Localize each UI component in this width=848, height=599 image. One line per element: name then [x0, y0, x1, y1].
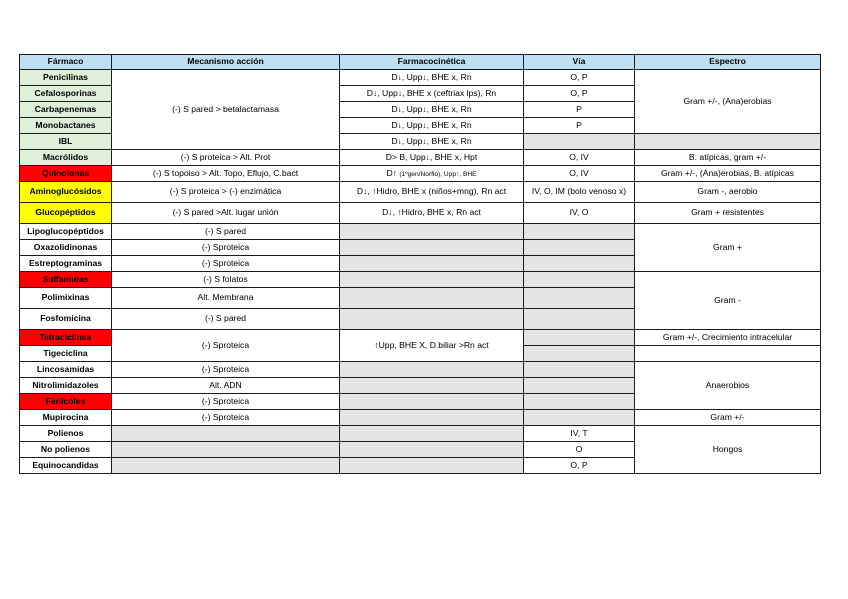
drug-cell: Macrólidos — [20, 150, 112, 166]
header-cell: Mecanismo acción — [112, 55, 340, 70]
empty-cell — [524, 330, 635, 346]
drug-cell: Mupirocina — [20, 410, 112, 426]
empty-cell — [635, 134, 821, 150]
pk-cell: D↓, Upp↓, BHE x, Rn — [340, 134, 524, 150]
route-cell: O, IV — [524, 150, 635, 166]
mechanism-cell: Alt. Membrana — [112, 288, 340, 309]
spectrum-cell: Anaerobios — [635, 362, 821, 410]
mechanism-cell: (-) S proteica > (-) enzimática — [112, 182, 340, 203]
drug-cell: Polienos — [20, 426, 112, 442]
empty-cell — [524, 346, 635, 362]
empty-cell — [524, 288, 635, 309]
empty-cell — [340, 458, 524, 474]
spectrum-cell: Hongos — [635, 426, 821, 474]
route-cell: O — [524, 442, 635, 458]
empty-cell — [524, 394, 635, 410]
route-cell: O, P — [524, 458, 635, 474]
spectrum-cell: B. atípicas, gram +/- — [635, 150, 821, 166]
route-cell: IV, T — [524, 426, 635, 442]
pk-cell: D> B, Upp↓, BHE x, Hpt — [340, 150, 524, 166]
drug-cell: Carbapenemas — [20, 102, 112, 118]
route-cell: O, IV — [524, 166, 635, 182]
mechanism-cell: (-) Sproteica — [112, 394, 340, 410]
empty-cell — [524, 309, 635, 330]
mechanism-cell: (-) S proteica > Alt. Prot — [112, 150, 340, 166]
spectrum-cell: Gram + resistentes — [635, 203, 821, 224]
drug-cell: Oxazolidinonas — [20, 240, 112, 256]
empty-cell — [340, 410, 524, 426]
drug-cell: Cefalosporinas — [20, 86, 112, 102]
pk-cell: D↓, Upp↓, BHE x (ceftriax lps), Rn — [340, 86, 524, 102]
spectrum-cell: Gram +/-, (Ana)erobias — [635, 70, 821, 134]
drug-cell: Polimixinas — [20, 288, 112, 309]
pk-cell: D↓, Upp↓, BHE x, Rn — [340, 102, 524, 118]
table-row — [20, 272, 821, 288]
pk-cell: ↑Upp, BHE X, D.biliar >Rn act — [340, 330, 524, 362]
mechanism-cell: (-) Sproteica — [112, 362, 340, 378]
empty-cell — [524, 256, 635, 272]
table-row — [20, 362, 821, 378]
header-cell: Fármaco — [20, 55, 112, 70]
drug-cell: Lipoglucopéptidos — [20, 224, 112, 240]
spectrum-cell: Gram +/-, Crecimiento intracelular — [635, 330, 821, 346]
header-cell: Espectro — [635, 55, 821, 70]
empty-cell — [340, 224, 524, 240]
empty-cell — [112, 426, 340, 442]
empty-cell — [524, 272, 635, 288]
drug-cell: Lincosamidas — [20, 362, 112, 378]
drug-cell: Fenicoles — [20, 394, 112, 410]
table-row — [20, 410, 821, 426]
mechanism-cell: (-) S folatos — [112, 272, 340, 288]
spectrum-cell: Gram + — [635, 224, 821, 272]
drug-cell: IBL — [20, 134, 112, 150]
drug-cell: Aminoglucósidos — [20, 182, 112, 203]
mechanism-cell: (-) S pared >Alt. lugar unión — [112, 203, 340, 224]
table-row — [20, 224, 821, 240]
empty-cell — [524, 240, 635, 256]
empty-cell — [524, 134, 635, 150]
empty-cell — [524, 410, 635, 426]
drug-cell: Monobactanes — [20, 118, 112, 134]
drug-cell: Nitrolimidazoles — [20, 378, 112, 394]
empty-cell — [112, 442, 340, 458]
drug-cell: Quinolonas — [20, 166, 112, 182]
empty-cell — [340, 272, 524, 288]
mechanism-cell: (-) Sproteica — [112, 240, 340, 256]
mechanism-cell: (-) Sproteica — [112, 256, 340, 272]
empty-cell — [340, 394, 524, 410]
table-row — [20, 426, 821, 442]
spectrum-cell: Gram -, aerobio — [635, 182, 821, 203]
mechanism-cell: (-) Sproteica — [112, 410, 340, 426]
empty-cell — [340, 256, 524, 272]
pk-main-text: D↑ — [386, 167, 397, 178]
mechanism-cell: (-) S pared — [112, 309, 340, 330]
drug-cell: Tigeciclina — [20, 346, 112, 362]
spectrum-cell: Gram +/- — [635, 410, 821, 426]
table-row — [20, 330, 821, 346]
empty-cell — [112, 458, 340, 474]
table-row — [20, 70, 821, 86]
empty-cell — [524, 378, 635, 394]
pk-cell: D↓, Upp↓, BHE x, Rn — [340, 70, 524, 86]
route-cell: IV, O — [524, 203, 635, 224]
mechanism-cell: (-) S topoiso > Alt. Topo, Eflujo, C.bact — [112, 166, 340, 182]
mechanism-cell: (-) S pared — [112, 224, 340, 240]
mechanism-cell: Alt. ADN — [112, 378, 340, 394]
route-cell: O, P — [524, 70, 635, 86]
empty-cell — [340, 309, 524, 330]
drug-cell: Penicilinas — [20, 70, 112, 86]
header-cell: Vía — [524, 55, 635, 70]
empty-cell — [524, 224, 635, 240]
table-row — [20, 182, 821, 203]
route-cell: O, P — [524, 86, 635, 102]
table-row — [20, 150, 821, 166]
mechanism-cell: (-) S pared > betalactamasa — [112, 70, 340, 150]
drug-cell: Fosfomicina — [20, 309, 112, 330]
drug-cell: Equinocandidas — [20, 458, 112, 474]
route-cell: IV, O, IM (bolo venoso x) — [524, 182, 635, 203]
route-cell: P — [524, 118, 635, 134]
empty-cell — [340, 378, 524, 394]
empty-cell — [340, 288, 524, 309]
pk-cell — [340, 166, 524, 182]
header-cell: Farmacocinética — [340, 55, 524, 70]
spectrum-cell: Gram - — [635, 272, 821, 330]
pk-cell: D↓, Upp↓, BHE x, Rn — [340, 118, 524, 134]
empty-cell — [635, 346, 821, 362]
drug-cell: Glucopéptidos — [20, 203, 112, 224]
table-row — [20, 166, 821, 182]
drug-cell: Estreptograminas — [20, 256, 112, 272]
antibiotics-table — [19, 54, 821, 474]
table-row — [20, 203, 821, 224]
header-row — [20, 55, 821, 70]
empty-cell — [340, 240, 524, 256]
mechanism-cell: (-) Sproteica — [112, 330, 340, 362]
drug-cell: Sulfamidas — [20, 272, 112, 288]
route-cell: P — [524, 102, 635, 118]
empty-cell — [340, 442, 524, 458]
pk-small-text: (1ºgen/Norflo), Upp↑, BHE — [399, 170, 477, 178]
empty-cell — [524, 362, 635, 378]
empty-cell — [340, 362, 524, 378]
drug-cell: No polienos — [20, 442, 112, 458]
pk-cell: D↓, ↑Hidro, BHE x (niños+mng), Rn act — [340, 182, 524, 203]
drug-cell: Tetraciclinas — [20, 330, 112, 346]
empty-cell — [340, 426, 524, 442]
pk-cell: D↓, ↑Hidro, BHE x, Rn act — [340, 203, 524, 224]
spectrum-cell: Gram +/-, (Ana)erobias, B. atípicas — [635, 166, 821, 182]
